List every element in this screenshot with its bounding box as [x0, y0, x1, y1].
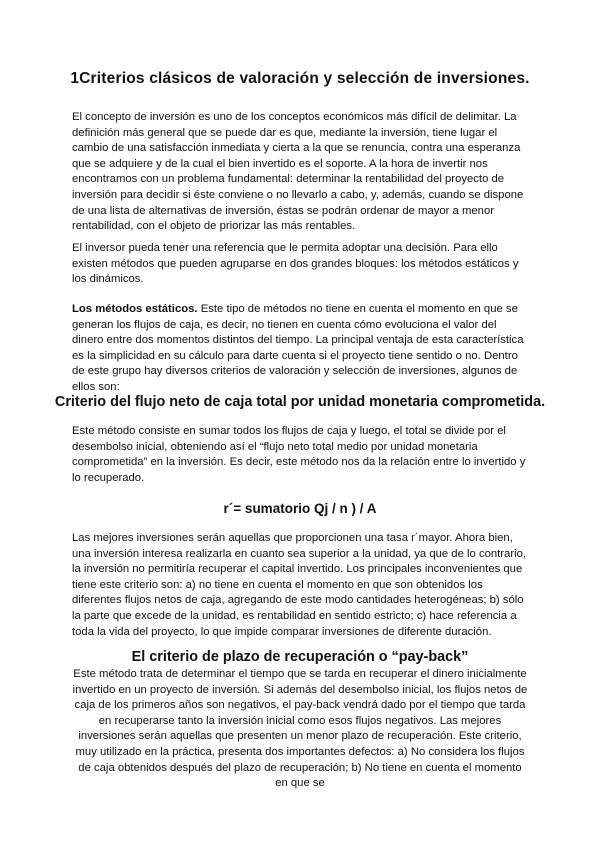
static-methods-paragraph	[72, 302, 528, 396]
intro-paragraph: El concepto de inversión es uno de los conceptos económicos más difícil de delimitar. La definición más general que se puede dar es que, mediante la inversión, tiene lugar el cambio de una satisfacción inmediata y cierta a la que se renuncia, contra una esperanza que se adquiere y de la cual el bien invertido es el soporte. A la hora de invertir nos encontramos con un problema fundamental: determinar la rentabilidad del proyecto de inversión para decidir si éste conviene o no llevarlo a cabo, y, además, cuando se dispone de una lista de alternativas de inversión, éstas se podrán ordenar de mayor a menor rentabilidad, con el objeto de priorizar las más rentables.	[72, 111, 524, 233]
section2-paragraph: Este método trata de determinar el tiempo que se tarda en recuperar el dinero inicialmente invertido en un proyecto de inversión. Si además del desembolso inicial, los flujos netos de caja de los primeros años son negativos, el pay-back vendrá dado por el tiempo que tarda en recuperarse tanto la inversión inicial como esos flujos negativos. Las mejores inversiones serán aquellas que presenten un menor plazo de recuperación. Este criterio, muy utilizado en la práctica, presenta dos importantes defectos: a) No considera los flujos de caja obtenidos después del plazo de recuperación; b) No tiene en cuenta el momento en que se	[72, 668, 528, 790]
section2-heading: El criterio de plazo de recuperación o “pay-back”	[131, 649, 469, 665]
static-methods-text: Este tipo de métodos no tiene en cuenta el momento en que se generan los flujos de caja, es decir, no tienen en cuenta cómo evoluciona el valor del dinero entre dos momentos distintos del tiempo. La principal ventaja de esta característica es la simplicidad en su cálculo para darte cuenta si el proyecto tiene sentido o no. Dentro de este grupo hay diversos criterios de valoración y selección de inversiones, algunos de ellos son:	[72, 303, 524, 393]
section1-paragraph: Este método consiste en sumar todos los flujos de caja y luego, el total se divide por el desembolso inicial, obteniendo así el “flujo neto total medio por unidad monetaria comprometida” en la inversión. Es decir, este método nos da la relación entre lo invertido y lo recuperado.	[72, 425, 526, 484]
section1-heading: Criterio del flujo neto de caja total por unidad monetaria comprometida.	[54, 394, 546, 410]
document-title: 1Criterios clásicos de valoración y selección de inversiones.	[70, 70, 530, 87]
section1-paragraph2: Las mejores inversiones serán aquellas que proporcionen una tasa r´mayor. Ahora bien, una inversión interesa realizarla en cuanto sea superior a la unidad, ya que de lo contrario, la inversión no permitiría recuperar el capital invertido. Los principales inconvenientes que tiene este criterio son: a) no tiene en cuenta el momento en que son obtenidos los diferentes flujos netos de caja, agregando de este modo cantidades heterogéneas; b) sólo la parte que excede de la unidad, es rentabilidad en sentido estricto; c) hace referencia a toda la vida del proyecto, lo que impide comparar inversiones de diferente duración.	[72, 532, 527, 638]
formula: r´= sumatorio Qj / n ) / A	[223, 501, 377, 516]
static-methods-label: Los métodos estáticos.	[72, 303, 198, 315]
investor-paragraph: El inversor pueda tener una referencia que le permita adoptar una decisión. Para ello existen métodos que pueden agruparse en dos grandes bloques: los métodos estáticos y los dinámicos.	[72, 242, 519, 286]
